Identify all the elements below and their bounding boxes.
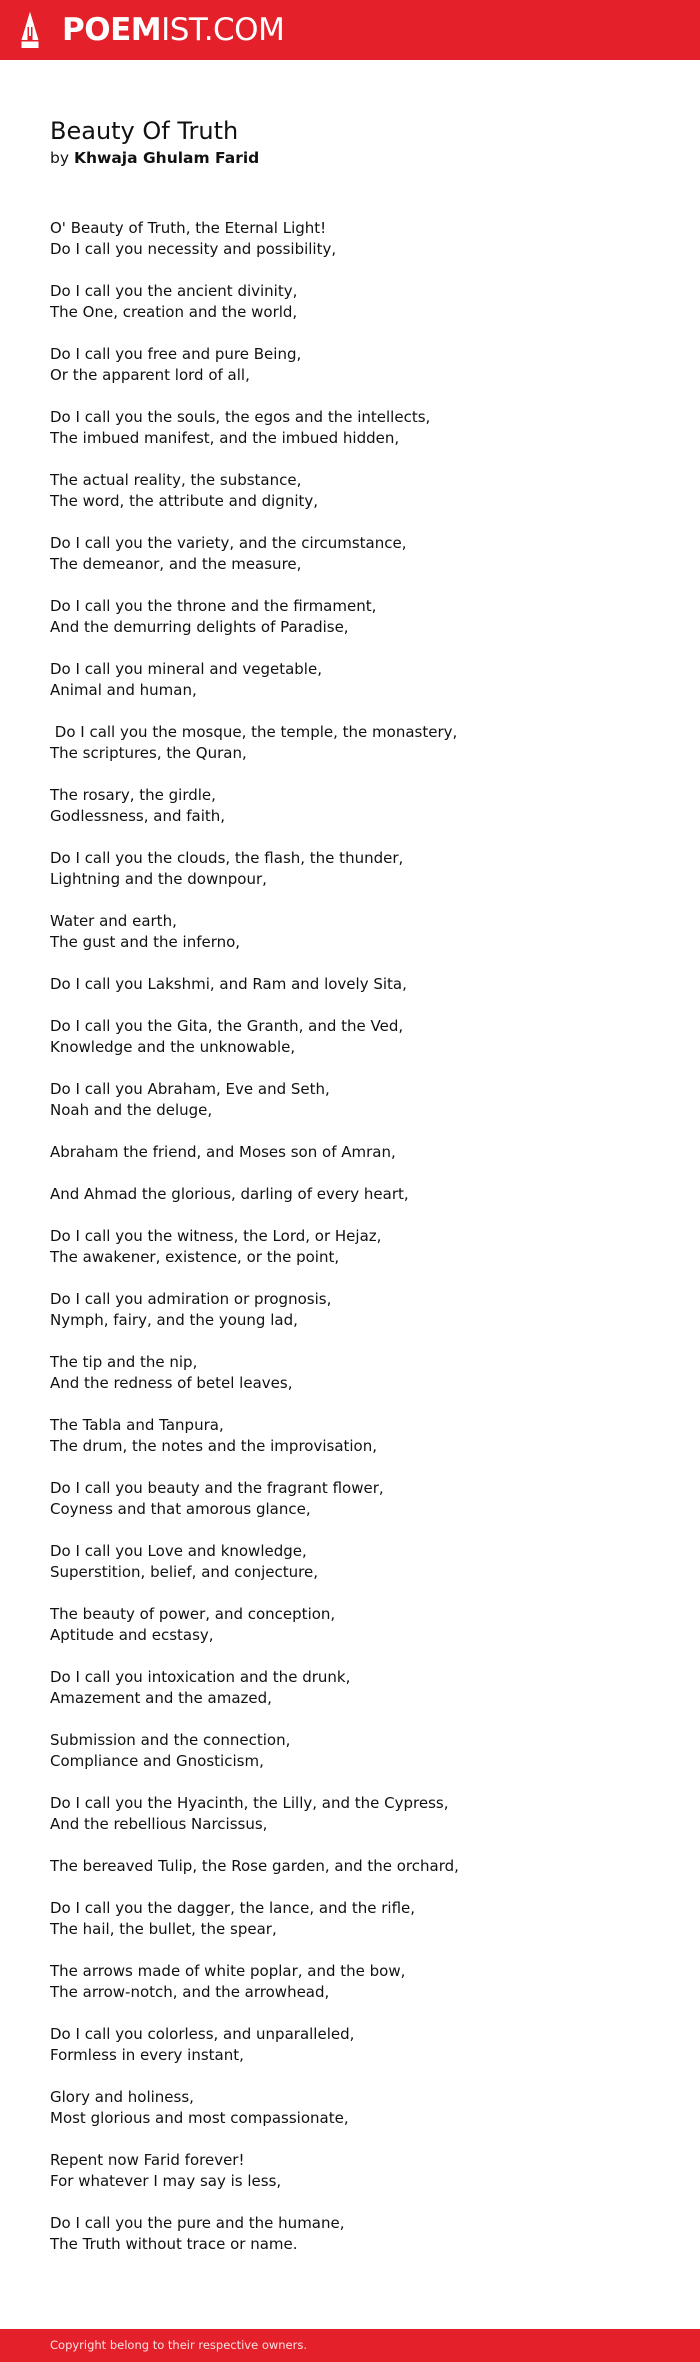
poem-line: Do I call you the Hyacinth, the Lilly, and the Cypress, (50, 1794, 449, 1812)
poem-line: Do I call you Lakshmi, and Ram and lovely Sita, (50, 975, 407, 993)
poem-stanza (50, 2213, 650, 2255)
poem-stanza (50, 1667, 650, 1709)
poem-line: And Ahmad the glorious, darling of every heart, (50, 1185, 409, 1203)
poem-line: Lightning and the downpour, (50, 870, 267, 888)
poem-byline (50, 146, 259, 170)
poem-line: Knowledge and the unknowable, (50, 1038, 296, 1056)
poem-stanza (50, 1898, 650, 1940)
brand-light-text: IST.COM (161, 12, 285, 48)
poem-line: Water and earth, (50, 912, 177, 930)
poem-stanza (50, 1604, 650, 1646)
poem-line: Do I call you Abraham, Eve and Seth, (50, 1080, 330, 1098)
poem-stanza (50, 659, 650, 701)
poem-stanza (50, 1961, 650, 2003)
poem-stanza (50, 281, 650, 323)
author-name: Khwaja Ghulam Farid (73, 149, 260, 167)
poem-line: The word, the attribute and dignity, (50, 492, 319, 510)
poem-line: Do I call you the throne and the firmament, (50, 597, 377, 615)
poem-stanza (50, 1730, 650, 1772)
poem-stanza (50, 407, 650, 449)
poem-stanza (50, 1289, 650, 1331)
site-brand (62, 10, 284, 50)
poem-line: For whatever I may say is less, (50, 2172, 282, 2190)
poem-line: The demeanor, and the measure, (50, 555, 302, 573)
poem-stanza (50, 1079, 650, 1121)
poem-line: Do I call you necessity and possibility, (50, 240, 337, 258)
poem-line: The Tabla and Tanpura, (50, 1416, 224, 1434)
poem-stanza (50, 2087, 650, 2129)
poem-line: Do I call you the mosque, the temple, the monastery, (50, 723, 458, 741)
poem-stanza (50, 974, 650, 995)
poem-line: Animal and human, (50, 681, 197, 699)
byline-prefix: by (50, 149, 74, 167)
poem-line: The beauty of power, and conception, (50, 1605, 336, 1623)
poem-stanza (50, 470, 650, 512)
poem-line: Do I call you the clouds, the flash, the thunder, (50, 849, 404, 867)
poem-line: O' Beauty of Truth, the Eternal Light! (50, 219, 327, 237)
poem-stanza (50, 785, 650, 827)
poem-line: Aptitude and ecstasy, (50, 1626, 214, 1644)
poem-line: The awakener, existence, or the point, (50, 1248, 340, 1266)
poem-stanza (50, 1142, 650, 1163)
poem-stanza (50, 1184, 650, 1205)
poem-line: Do I call you the Gita, the Granth, and the Ved, (50, 1017, 404, 1035)
poem-line: Do I call you Love and knowledge, (50, 1542, 307, 1560)
site-header (0, 0, 700, 60)
poem-stanza (50, 722, 650, 764)
poem-line: The arrows made of white poplar, and the bow, (50, 1962, 406, 1980)
poem-line: The hail, the bullet, the spear, (50, 1920, 277, 1938)
poem-line: Do I call you mineral and vegetable, (50, 660, 322, 678)
copyright-notice: Copyright belong to their respective owners. (50, 2338, 308, 2352)
poem-line: Do I call you the variety, and the circumstance, (50, 534, 407, 552)
poem-stanza (50, 596, 650, 638)
poem-line: The One, creation and the world, (50, 303, 298, 321)
poem-stanza (50, 1856, 650, 1877)
poem-stanza (50, 2150, 650, 2192)
poem-line: Formless in every instant, (50, 2046, 244, 2064)
poem-line: The imbued manifest, and the imbued hidden, (50, 429, 400, 447)
poem-line: The bereaved Tulip, the Rose garden, and the orchard, (50, 1857, 459, 1875)
poem-line: The scriptures, the Quran, (50, 744, 247, 762)
poem-line: The tip and the nip, (50, 1353, 198, 1371)
poem-line: Glory and holiness, (50, 2088, 194, 2106)
poem-line: Do I call you intoxication and the drunk, (50, 1668, 351, 1686)
poem-line: Do I call you the witness, the Lord, or Hejaz, (50, 1227, 382, 1245)
poem-stanza (50, 1352, 650, 1394)
poem-line: The arrow-notch, and the arrowhead, (50, 1983, 330, 2001)
poem-line: Godlessness, and faith, (50, 807, 226, 825)
poem-line: Do I call you beauty and the fragrant flower, (50, 1479, 384, 1497)
poem-line: Do I call you the ancient divinity, (50, 282, 298, 300)
poem-stanza (50, 1016, 650, 1058)
poem-stanza (50, 218, 650, 260)
poem-body (50, 218, 650, 2276)
poem-line: Coyness and that amorous glance, (50, 1500, 311, 1518)
poem-line: The drum, the notes and the improvisation, (50, 1437, 378, 1455)
poem-line: Abraham the friend, and Moses son of Amran, (50, 1143, 396, 1161)
poem-line: The actual reality, the substance, (50, 471, 302, 489)
poem-stanza (50, 1415, 650, 1457)
poem-stanza (50, 1541, 650, 1583)
poem-line: The gust and the inferno, (50, 933, 241, 951)
poem-line: Repent now Farid forever! (50, 2151, 245, 2169)
poem-stanza (50, 344, 650, 386)
poem-line: And the redness of betel leaves, (50, 1374, 293, 1392)
poem-title: Beauty Of Truth (50, 117, 239, 145)
site-footer (0, 2329, 700, 2362)
poem-line: And the rebellious Narcissus, (50, 1815, 268, 1833)
poem-line: Noah and the deluge, (50, 1101, 213, 1119)
poem-stanza (50, 1226, 650, 1268)
pen-nib-icon (18, 10, 42, 50)
poem-stanza (50, 1478, 650, 1520)
poem-line: And the demurring delights of Paradise, (50, 618, 349, 636)
brand-bold-text: POEM (62, 12, 162, 48)
site-logo-link[interactable] (18, 10, 284, 50)
poem-line: Do I call you admiration or prognosis, (50, 1290, 332, 1308)
poem-line: The rosary, the girdle, (50, 786, 216, 804)
poem-line: Do I call you free and pure Being, (50, 345, 302, 363)
poem-line: Do I call you the dagger, the lance, and the rifle, (50, 1899, 416, 1917)
poem-line: Do I call you the pure and the humane, (50, 2214, 345, 2232)
poem-stanza (50, 533, 650, 575)
poem-line: Most glorious and most compassionate, (50, 2109, 349, 2127)
poem-stanza (50, 1793, 650, 1835)
poem-line: Do I call you colorless, and unparalleled, (50, 2025, 355, 2043)
poem-line: The Truth without trace or name. (50, 2235, 298, 2253)
poem-stanza (50, 2024, 650, 2066)
poem-line: Compliance and Gnosticism, (50, 1752, 264, 1770)
poem-line: Amazement and the amazed, (50, 1689, 272, 1707)
poem-line: Superstition, belief, and conjecture, (50, 1563, 318, 1581)
poem-line: Nymph, fairy, and the young lad, (50, 1311, 298, 1329)
poem-line: Submission and the connection, (50, 1731, 291, 1749)
poem-stanza (50, 848, 650, 890)
poem-stanza (50, 911, 650, 953)
poem-line: Do I call you the souls, the egos and the intellects, (50, 408, 431, 426)
poem-line: Or the apparent lord of all, (50, 366, 250, 384)
